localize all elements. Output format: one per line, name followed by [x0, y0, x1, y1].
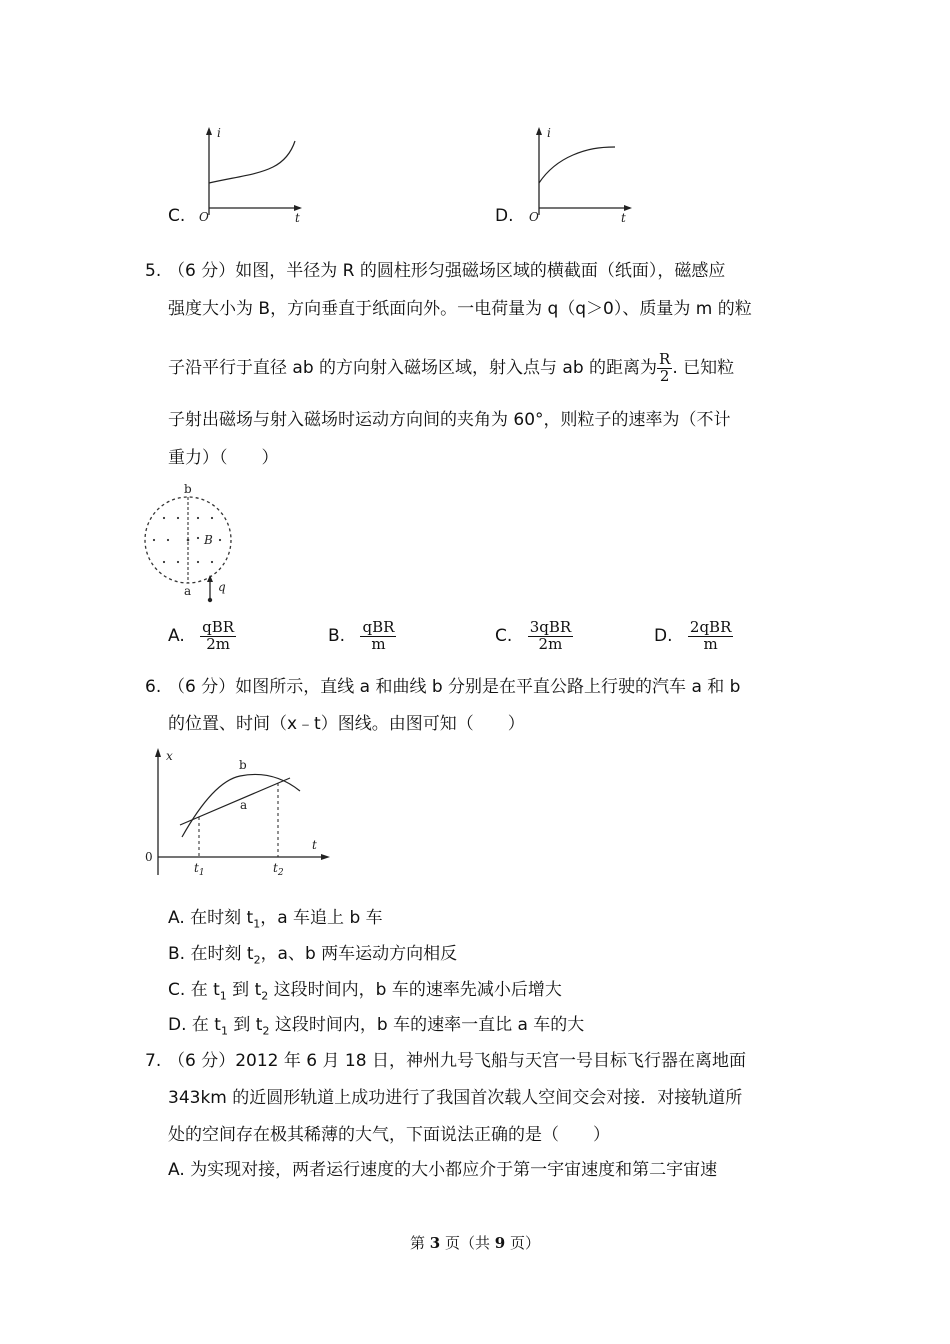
- q6-option-d-pre: 在 t: [191, 1015, 221, 1035]
- q6-x-axis-label: x: [166, 749, 173, 763]
- q6-line-1: （6 分）如图所示，直线 a 和曲线 b 分别是在平直公路上行驶的汽车 a 和 b: [168, 677, 741, 697]
- q6-t1-label: $t_1$: [194, 861, 205, 878]
- q4-c-t-label: t: [295, 211, 300, 225]
- q5-option-a-fraction: [200, 620, 236, 653]
- q6-option-d-post: 这段时间内，b 车的速率一直比 a 车的大: [269, 1015, 585, 1035]
- q6-option-c-post: 这段时间内，b 车的速率先减小后增大: [268, 980, 562, 1000]
- q4-option-c-label: C.: [168, 206, 186, 226]
- q6-option-a[interactable]: [168, 910, 383, 929]
- q5-option-c-label: C.: [495, 625, 513, 646]
- footer-mid: 页（共: [440, 1234, 495, 1252]
- q5-option-b-den: m: [371, 634, 386, 653]
- page-footer: [0, 1232, 950, 1253]
- q6-option-c-sub1: 1: [219, 989, 227, 1003]
- q6-option-d[interactable]: [168, 1017, 584, 1036]
- q6-curve-b-label: b: [239, 758, 247, 772]
- q5-option-a-den: 2m: [206, 634, 230, 653]
- q5-option-d-label: D.: [654, 625, 673, 646]
- q5-charge-q-label: q: [218, 580, 226, 594]
- q7-number: 7.: [145, 1051, 162, 1071]
- q5-fraction-num: R: [659, 350, 671, 368]
- q5-option-a-num: qBR: [202, 618, 235, 636]
- q6-option-d-mid: 到 t: [227, 1015, 263, 1035]
- q5-option-d-den: m: [703, 634, 718, 653]
- q5-option-b-num: qBR: [362, 618, 395, 636]
- q4-graph-c: [195, 125, 305, 225]
- q5-option-b[interactable]: [328, 620, 396, 653]
- q6-xt-graph: [140, 745, 340, 880]
- q5-option-d-fraction: [688, 620, 733, 653]
- q6-t-axis-label: t: [312, 838, 317, 852]
- q6-option-a-pre: 在时刻 t: [190, 908, 254, 928]
- q5-option-c-fraction: [528, 620, 573, 653]
- q5-line-4: 子射出磁场与射入磁场时运动方向间的夹角为 60°，则粒子的速率为（不计: [168, 410, 731, 430]
- q5-line-5: 重力）（ ）: [168, 448, 279, 468]
- q4-c-origin-label: O: [199, 210, 209, 224]
- q4-d-t-label: t: [621, 211, 626, 225]
- q7-option-a[interactable]: [168, 1162, 717, 1179]
- q4-graph-d: [525, 125, 635, 225]
- footer-post: 页）: [505, 1234, 540, 1252]
- q6-option-d-label: D.: [168, 1015, 187, 1035]
- q5-option-a[interactable]: [168, 620, 236, 653]
- q4-option-d-label: D.: [495, 206, 514, 226]
- q6-option-d-sub2: 2: [262, 1024, 270, 1038]
- q6-option-b-pre: 在时刻 t: [190, 944, 254, 964]
- q6-option-b[interactable]: [168, 946, 457, 965]
- q6-option-b-label: B.: [168, 944, 186, 964]
- q6-t2-sub: 2: [277, 868, 284, 878]
- q6-option-c-label: C.: [168, 980, 186, 1000]
- q5-point-b-label: b: [184, 482, 192, 496]
- q5-line-2: 强度大小为 B，方向垂直于纸面向外。一电荷量为 q（q＞0）、质量为 m 的粒: [168, 299, 752, 319]
- q6-line-2: 的位置、时间（x﹣t）图线。由图可知（ ）: [168, 714, 525, 734]
- q4-c-i-label: i: [217, 126, 221, 140]
- q6-option-c-mid: 到 t: [226, 980, 262, 1000]
- q5-distance-fraction: [657, 352, 672, 385]
- q6-option-a-label: A.: [168, 908, 185, 928]
- q5-option-a-label: A.: [168, 625, 185, 646]
- q4-d-origin-label: O: [529, 210, 539, 224]
- q5-option-b-label: B.: [328, 625, 346, 646]
- q5-point-a-label: a: [184, 584, 192, 598]
- q7-option-a-label: A.: [168, 1160, 185, 1180]
- q6-option-b-sub: 2: [253, 953, 261, 967]
- q6-t2-label: $t_2$: [273, 861, 284, 878]
- q5-number: 5.: [145, 261, 162, 281]
- q5-magnetic-field-figure: [140, 480, 250, 605]
- q4-d-i-label: i: [547, 126, 551, 140]
- q5-line-3-pre: 子沿平行于直径 ab 的方向射入磁场区域，射入点与 ab 的距离为: [168, 357, 658, 378]
- q5-field-b-label: B: [204, 533, 213, 547]
- q6-option-b-post: ，a、b 两车运动方向相反: [260, 944, 458, 964]
- q6-option-c[interactable]: [168, 982, 562, 1001]
- q6-line-a-label: a: [240, 798, 248, 812]
- q6-option-a-sub: 1: [253, 917, 261, 931]
- q7-line-1: （6 分）2012 年 6 月 18 日，神州九号飞船与天宫一号目标飞行器在离地面: [168, 1051, 746, 1071]
- q6-option-c-sub2: 2: [261, 989, 269, 1003]
- q5-option-c-num: 3qBR: [529, 618, 572, 636]
- q5-fraction-den: 2: [659, 366, 670, 385]
- q5-option-b-fraction: [360, 620, 396, 653]
- q5-options: [168, 620, 788, 664]
- q7-line-3: 处的空间存在极其稀薄的大气，下面说法正确的是（ ）: [168, 1125, 610, 1145]
- q6-origin-label: 0: [145, 850, 153, 864]
- q6-number: 6.: [145, 677, 162, 697]
- q6-option-d-sub1: 1: [220, 1024, 228, 1038]
- q5-option-c[interactable]: [495, 620, 573, 653]
- footer-page-number: 3: [429, 1234, 441, 1252]
- q5-line-1: （6 分）如图，半径为 R 的圆柱形匀强磁场区域的横截面（纸面），磁感应: [168, 261, 726, 281]
- q5-option-d[interactable]: [654, 620, 733, 653]
- footer-pre: 第: [410, 1234, 430, 1252]
- q6-option-c-pre: 在 t: [190, 980, 220, 1000]
- q6-t1-sub: 1: [198, 868, 205, 878]
- footer-total-pages: 9: [494, 1234, 506, 1252]
- q7-option-a-text: 为实现对接，两者运行速度的大小都应介于第一宇宙速度和第二宇宙速: [190, 1160, 718, 1180]
- q5-line-3: [168, 352, 734, 385]
- q5-line-3-post: . 已知粒: [672, 357, 735, 378]
- q5-option-c-den: 2m: [538, 634, 563, 653]
- q5-option-d-num: 2qBR: [689, 618, 732, 636]
- q7-line-2: 343km 的近圆形轨道上成功进行了我国首次载人空间交会对接．对接轨道所: [168, 1088, 743, 1108]
- q6-option-a-post: ，a 车追上 b 车: [260, 908, 383, 928]
